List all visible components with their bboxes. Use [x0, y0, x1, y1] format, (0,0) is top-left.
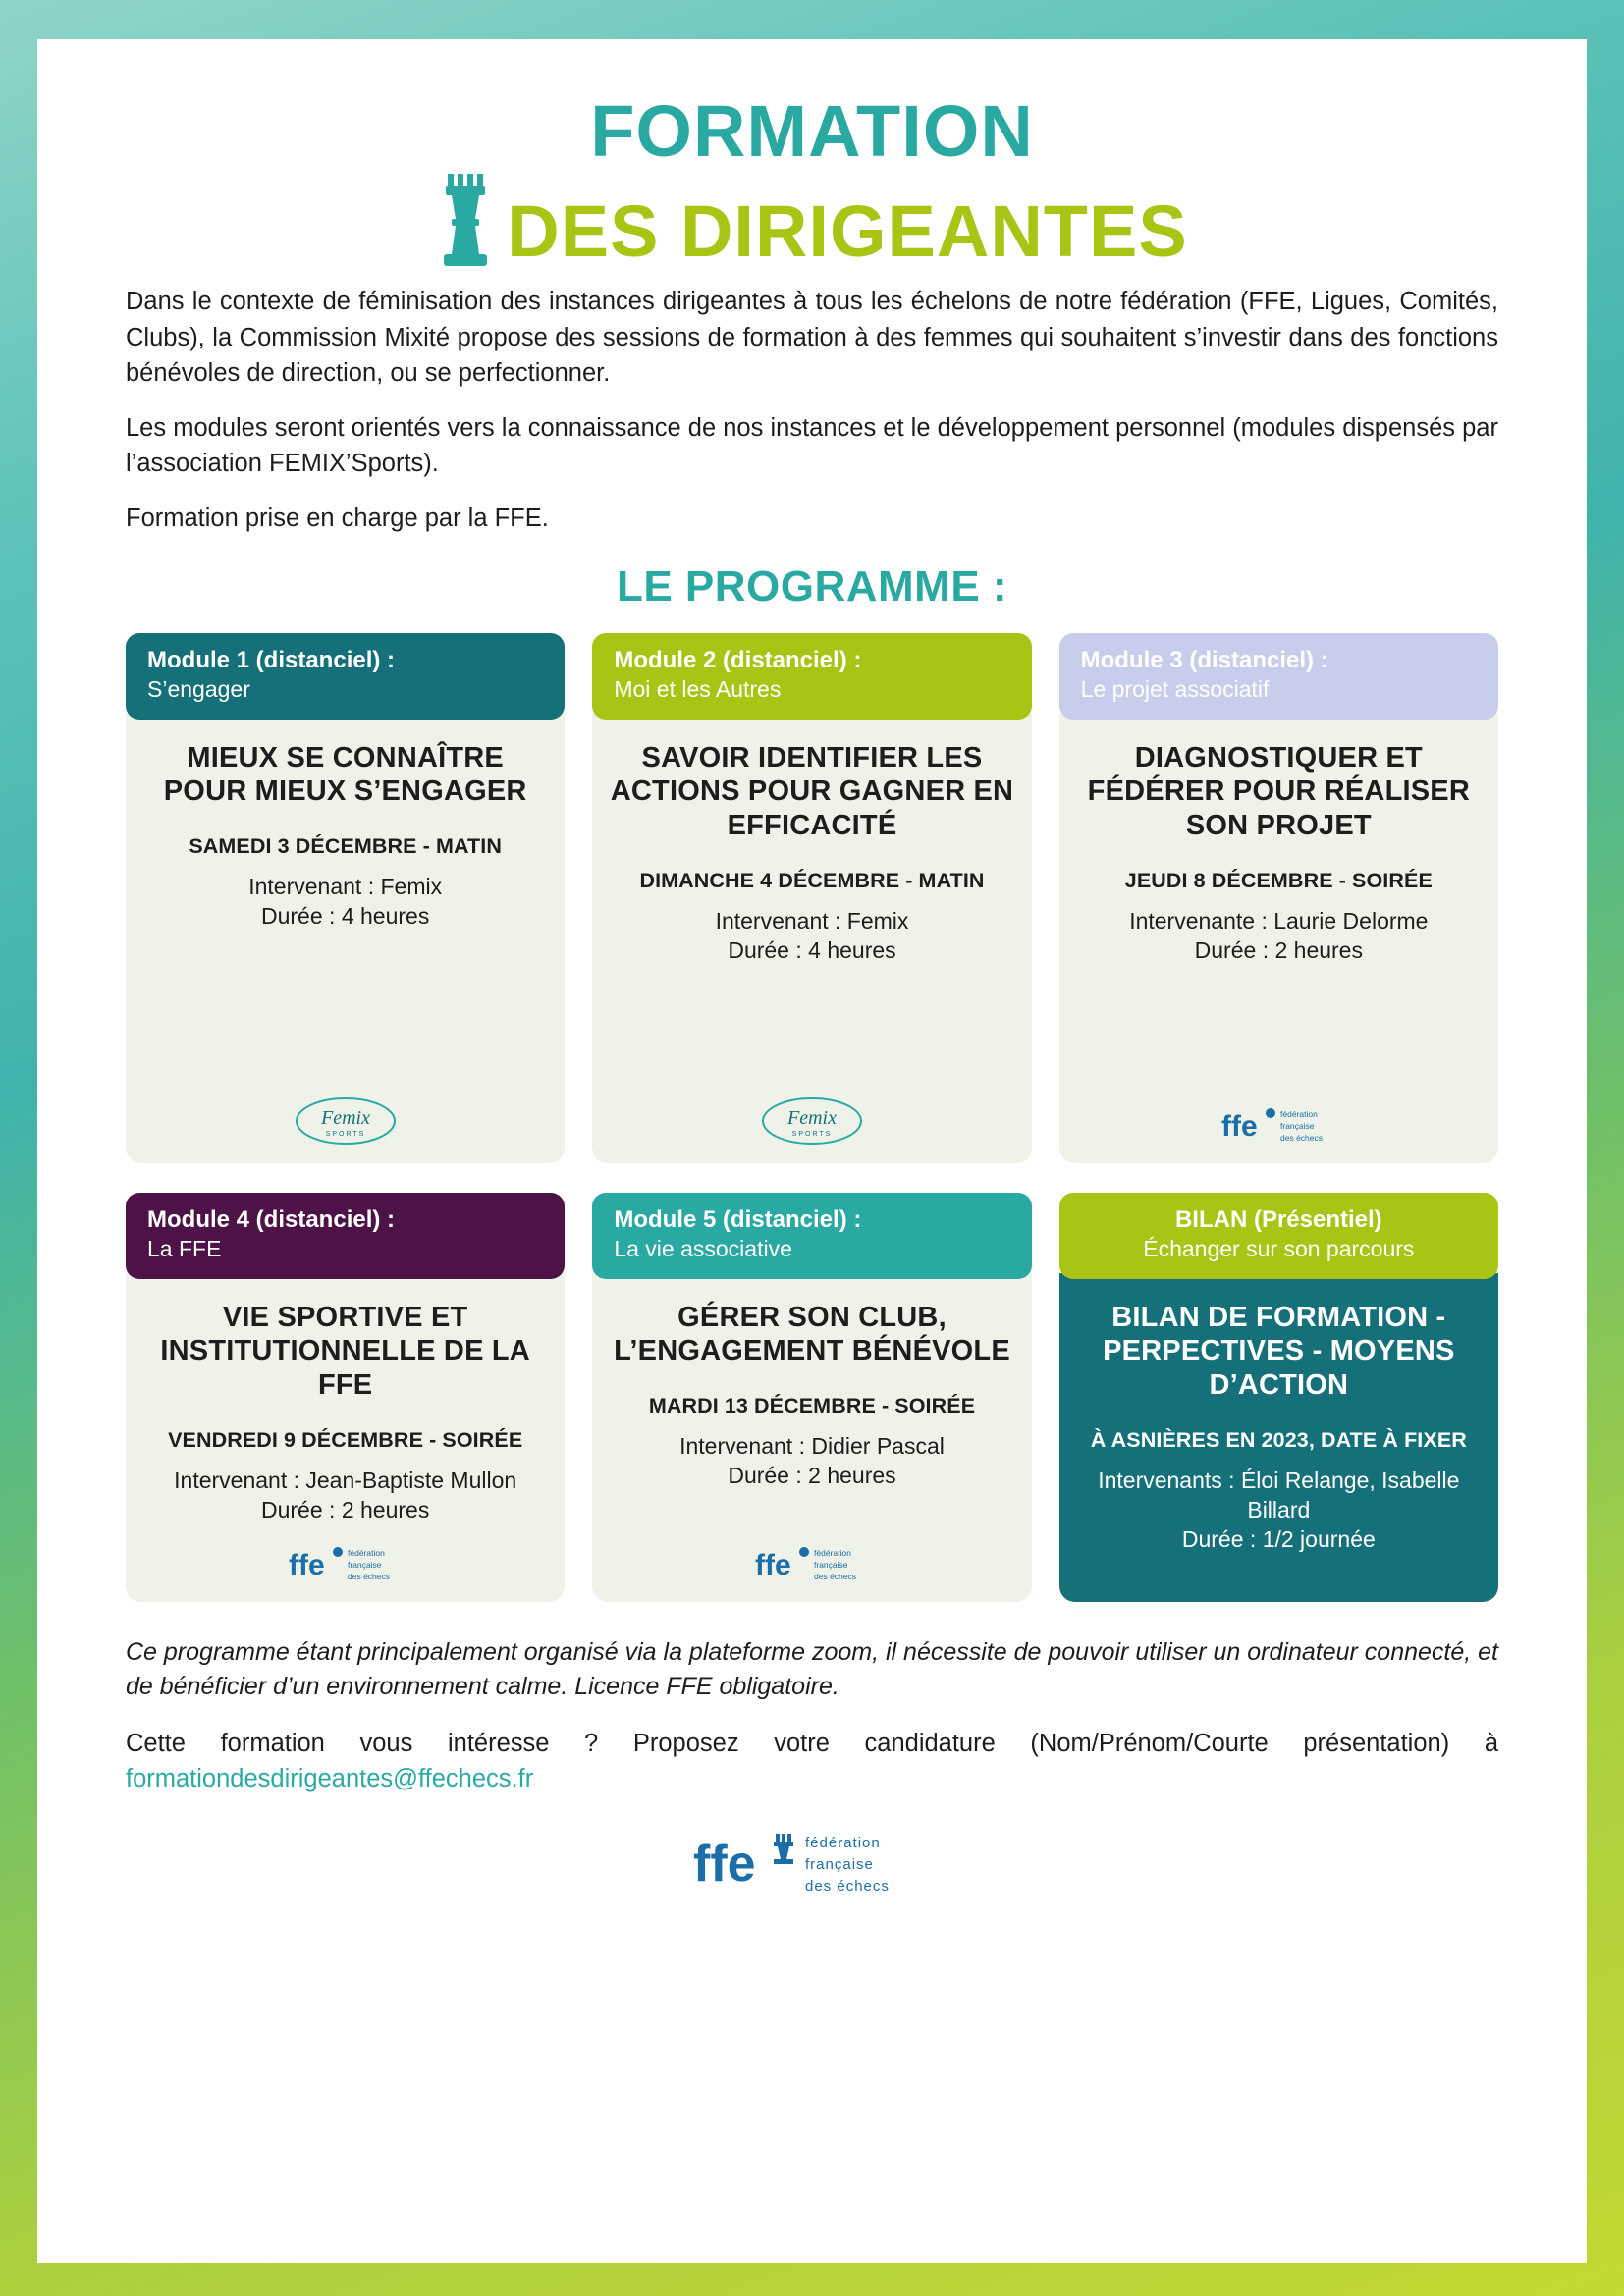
- module-card-5-duration: Durée : 2 heures: [728, 1462, 896, 1488]
- module-card-5-date: MARDI 13 DÉCEMBRE - SOIRÉE: [648, 1394, 976, 1418]
- module-card-2-subtitle: Moi et les Autres: [614, 676, 782, 702]
- module-card-2-heading: SAVOIR IDENTIFIER LES ACTIONS POUR GAGNER EN EFFICACITÉ: [610, 741, 1014, 842]
- svg-text:des échecs: des échecs: [1280, 1132, 1324, 1143]
- footer-cta-text: Cette formation vous intéresse ? Proposez votre candidature (Nom/Prénom/Courte présentation) à: [126, 1729, 1498, 1757]
- module-card-2-date: DIMANCHE 4 DÉCEMBRE - MATIN: [639, 868, 985, 892]
- module-card-1-duration: Durée : 4 heures: [261, 903, 430, 930]
- footer-note: Ce programme étant principalement organisé via la plateforme zoom, il nécessite de pouvoir utiliser un ordinateur connecté, et de bénéficier d’un environnement calme. Licence FFE obligatoire.: [126, 1637, 1498, 1700]
- module-card-2-speaker: Intervenant : Femix: [715, 907, 909, 934]
- module-card-1-speaker: Intervenant : Femix: [248, 874, 443, 900]
- module-card-3-subtitle: Le projet associatif: [1080, 676, 1270, 702]
- module-card-bilan: [1059, 1193, 1498, 1602]
- module-card-3-duration: Durée : 2 heures: [1194, 936, 1363, 963]
- svg-text:ffe: ffe: [288, 1548, 325, 1581]
- module-card-5-body: [592, 1273, 1031, 1602]
- module-card-4-date: VENDREDI 9 DÉCEMBRE - SOIRÉE: [168, 1427, 523, 1452]
- page-title-line1: FORMATION: [590, 90, 1034, 172]
- module-card-2-header: [592, 633, 1031, 720]
- module-card-5: [592, 1193, 1031, 1602]
- page-title-line2: DES DIRIGEANTES: [507, 190, 1188, 272]
- femix-sports-logo-icon: [759, 1095, 865, 1148]
- femix-sports-logo-icon: [293, 1095, 399, 1148]
- svg-text:française: française: [1280, 1120, 1315, 1131]
- svg-text:SPORTS: SPORTS: [791, 1130, 833, 1138]
- poster-sheet: [37, 39, 1587, 2263]
- footer-logo-wrap: [126, 1822, 1498, 1898]
- module-card-5-title: Module 5 (distanciel) :: [614, 1205, 862, 1233]
- ffe-logo-icon: [1216, 1100, 1341, 1148]
- footer-block: [126, 1635, 1498, 1898]
- module-card-5-subtitle: La vie associative: [614, 1235, 792, 1261]
- module-card-3-date: JEUDI 8 DÉCEMBRE - SOIRÉE: [1124, 868, 1433, 892]
- module-card-4-logo-wrap: [141, 1525, 549, 1592]
- module-card-4-duration: Durée : 2 heures: [261, 1496, 430, 1522]
- module-card-1-body: [126, 714, 565, 1163]
- module-card-1-heading: MIEUX SE CONNAÎTRE POUR MIEUX S’ENGAGER: [163, 741, 527, 808]
- module-card-4-heading: VIE SPORTIVE ET INSTITUTIONNELLE DE LA FFE: [160, 1301, 530, 1402]
- ffe-logo-icon: [283, 1539, 408, 1586]
- svg-text:française: française: [813, 1559, 848, 1570]
- module-card-4: [126, 1193, 565, 1602]
- module-card-bilan-subtitle: Échanger sur son parcours: [1143, 1235, 1415, 1261]
- svg-text:des échecs: des échecs: [805, 1878, 890, 1896]
- module-card-1-title: Module 1 (distanciel) :: [147, 646, 396, 673]
- module-card-4-title: Module 4 (distanciel) :: [147, 1205, 396, 1233]
- module-card-4-subtitle: La FFE: [147, 1235, 222, 1261]
- module-card-bilan-body: [1059, 1273, 1498, 1602]
- module-card-1-date: SAMEDI 3 DÉCEMBRE - MATIN: [189, 834, 502, 859]
- svg-text:ffe: ffe: [1221, 1109, 1258, 1143]
- footer-cta: [126, 1726, 1498, 1796]
- svg-text:des échecs: des échecs: [347, 1571, 390, 1581]
- intro-block: [126, 284, 1498, 536]
- title-line2-row: [126, 170, 1498, 272]
- module-card-2-body: [592, 714, 1031, 1163]
- svg-text:des échecs: des échecs: [813, 1571, 856, 1581]
- module-card-4-speaker: Intervenant : Jean-Baptiste Mullon: [174, 1467, 517, 1493]
- intro-paragraph-1: Dans le contexte de féminisation des instances dirigeantes à tous les échelons de notre fédération (FFE, Ligues, Comités, Clubs), la Commission Mixité propose des sessions de formation à des femmes qui souhaitent s’investir dans des fonctions bénévoles de direction, ou se perfectionner.: [126, 288, 1498, 387]
- module-card-3-logo-wrap: [1075, 1087, 1483, 1153]
- module-card-bilan-heading: BILAN DE FORMATION - PERPECTIVES - MOYENS D’ACTION: [1103, 1301, 1455, 1402]
- module-card-1-logo-wrap: [141, 1081, 549, 1153]
- module-card-bilan-title: BILAN (Présentiel): [1174, 1205, 1382, 1233]
- module-card-3-heading: DIAGNOSTIQUER ET FÉDÉRER POUR RÉALISER SON PROJET: [1087, 741, 1470, 842]
- module-card-bilan-header: [1059, 1193, 1498, 1279]
- svg-text:fédération: fédération: [1280, 1108, 1319, 1119]
- module-card-1-header: [126, 633, 565, 720]
- module-card-bilan-speaker: Intervenants : Éloi Relange, Isabelle Billard: [1098, 1467, 1460, 1522]
- svg-text:Femix: Femix: [320, 1106, 370, 1129]
- modules-grid: [126, 633, 1498, 1602]
- module-card-2: [592, 633, 1031, 1163]
- svg-text:Femix: Femix: [786, 1106, 837, 1129]
- module-card-3-header: [1059, 633, 1498, 720]
- module-card-2-logo-wrap: [608, 1081, 1015, 1153]
- svg-text:ffe: ffe: [693, 1836, 756, 1894]
- chess-rook-icon: [436, 170, 497, 272]
- module-card-3-body: [1059, 714, 1498, 1163]
- module-card-5-heading: GÉRER SON CLUB, L’ENGAGEMENT BÉNÉVOLE: [614, 1301, 1010, 1367]
- module-card-3: [1059, 633, 1498, 1163]
- module-card-5-speaker: Intervenant : Didier Pascal: [679, 1433, 945, 1460]
- module-card-4-body: [126, 1273, 565, 1602]
- module-card-bilan-duration: Durée : 1/2 journée: [1181, 1525, 1376, 1552]
- intro-paragraph-2: Les modules seront orientés vers la connaissance de nos instances et le développement personnel (modules dispensés par l’association FEMIX’Sports).: [126, 414, 1498, 478]
- ffe-logo-icon: [689, 1822, 935, 1898]
- module-card-2-duration: Durée : 4 heures: [728, 936, 896, 963]
- module-card-2-title: Module 2 (distanciel) :: [614, 646, 862, 673]
- module-card-1: [126, 633, 565, 1163]
- module-card-3-title: Module 3 (distanciel) :: [1080, 646, 1328, 673]
- svg-text:fédération: fédération: [805, 1835, 881, 1852]
- svg-text:fédération: fédération: [347, 1547, 385, 1558]
- module-card-3-speaker: Intervenante : Laurie Delorme: [1129, 907, 1429, 934]
- svg-text:française: française: [347, 1559, 382, 1570]
- module-card-4-header: [126, 1193, 565, 1279]
- svg-text:fédération: fédération: [813, 1547, 851, 1558]
- module-card-bilan-date: À ASNIÈRES EN 2023, DATE À FIXER: [1090, 1427, 1467, 1452]
- svg-text:française: française: [805, 1856, 874, 1874]
- intro-paragraph-3: Formation prise en charge par la FFE.: [126, 505, 549, 533]
- svg-text:SPORTS: SPORTS: [325, 1130, 365, 1138]
- module-card-5-header: [592, 1193, 1031, 1279]
- programme-heading: LE PROGRAMME :: [616, 561, 1008, 611]
- svg-text:ffe: ffe: [754, 1548, 791, 1581]
- title-block: [126, 90, 1498, 272]
- ffe-logo-icon: [749, 1539, 875, 1586]
- module-card-5-logo-wrap: [608, 1525, 1015, 1592]
- module-card-1-subtitle: S’engager: [147, 676, 250, 702]
- contact-email-link[interactable]: formationdesdirigeantes@ffechecs.fr: [126, 1764, 534, 1792]
